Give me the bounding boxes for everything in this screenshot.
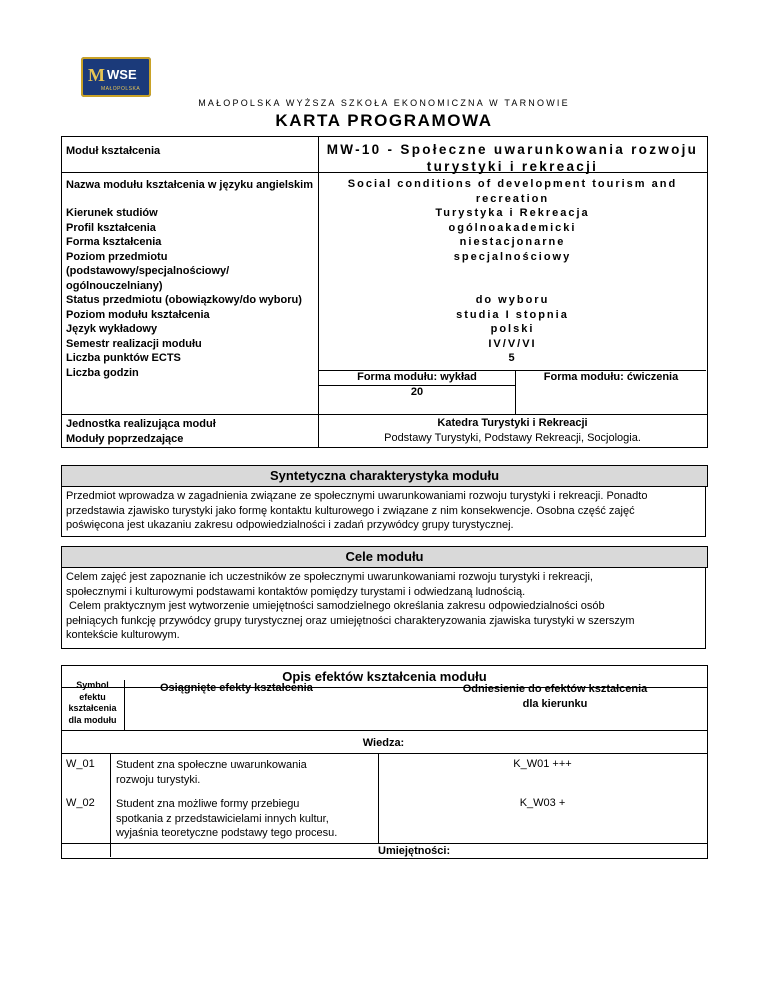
- effect-symbol: W_01: [66, 758, 95, 770]
- page-title: KARTA PROGRAMOWA: [275, 111, 493, 130]
- label-prerequisites: Moduły poprzedzające: [66, 432, 184, 445]
- effect-text-line: wyjaśnia teoretyczne podstawy tego procesu.: [116, 827, 338, 839]
- hours-lecture-label: Forma modułu: wykład: [357, 371, 477, 383]
- value-direction: Turystyka i Rekreacja: [435, 207, 590, 219]
- value-unit: Katedra Turystyki i Rekreacji: [437, 417, 588, 429]
- logo-brand: WSE: [107, 67, 137, 82]
- col-symbol-line: Symbol: [76, 680, 109, 690]
- value-level-module: studia I stopnia: [456, 308, 569, 321]
- col-symbol-line: dla modułu: [68, 714, 117, 725]
- effect-text-line: Student zna możliwe formy przebiegu: [116, 798, 300, 810]
- label-form: Forma kształcenia: [66, 236, 162, 248]
- effect-text: [116, 797, 337, 841]
- label-level-subject-3: ogólnouczelniany): [66, 279, 163, 292]
- effect-text: [116, 758, 307, 787]
- goals-body: [61, 568, 706, 649]
- goals-line: społecznymi i kulturowymi podstawami kontaktów pomiędzy turystami i odwiedzaną ludnością.: [66, 585, 526, 598]
- synthetic-body: [61, 487, 706, 537]
- label-status: Status przedmiotu (obowiązkowy/do wyboru): [66, 294, 302, 306]
- label-module: Moduł kształcenia: [66, 145, 161, 157]
- label-direction: Kierunek studiów: [66, 207, 158, 219]
- col-symbol-header: [61, 680, 124, 726]
- label-english-name: Nazwa modułu kształcenia w języku angielskim: [66, 179, 313, 191]
- logo-subtitle: MAŁOPOLSKA: [101, 86, 141, 92]
- goals-line: pełniących funkcję przywódcy grupy turystycznej oraz umiejętności charakteryzowania zjawiska turystyki w szerszym: [66, 614, 635, 627]
- label-level-subject-2: (podstawowy/specjalnościowy/: [66, 265, 230, 277]
- knowledge-label: Wiedza:: [362, 737, 405, 749]
- col-symbol-line: kształcenia: [68, 703, 117, 713]
- synthetic-line: poświęcona jest ukazaniu zakresu odpowiedzialności i zadań przywódcy grupy turystycznej.: [66, 519, 514, 531]
- goals-heading: Cele modułu: [61, 546, 708, 568]
- effects-heading: Opis efektów kształcenia modułu: [61, 665, 708, 688]
- divider: [61, 414, 707, 415]
- effect-text-line: spotkania z przedstawicielami innych kultur,: [116, 812, 329, 825]
- effect-text-line: Student zna społeczne uwarunkowania: [116, 759, 307, 771]
- value-profile: ogólnoakademicki: [448, 221, 577, 234]
- module-title-line1: MW-10 - Społeczne uwarunkowania rozwoju: [326, 142, 699, 157]
- value-level-subject: specjalnościowy: [453, 250, 572, 263]
- divider: [124, 680, 125, 730]
- value-language: polski: [490, 323, 535, 335]
- goals-line: Celem zajęć jest zapoznanie ich uczestników ze społecznymi uwarunkowaniami rozwoju turystyki i rekreacji,: [66, 571, 593, 583]
- hours-lecture-value: 20: [410, 386, 424, 398]
- col-reference-line: Odniesienie do efektów kształcenia: [462, 683, 648, 695]
- effect-reference: K_W01 +++: [513, 758, 572, 770]
- divider: [61, 843, 707, 844]
- label-level-subject: Poziom przedmiotu: [66, 250, 168, 263]
- divider: [61, 753, 707, 754]
- goals-line: Celem praktycznym jest wytworzenie umiejętności samodzielnego określania zakresu odpowiedzialności osób: [66, 600, 605, 612]
- col-symbol-line: efektu: [79, 691, 106, 702]
- value-english-line1: Social conditions of development tourism and: [347, 178, 678, 190]
- label-semester: Semestr realizacji modułu: [66, 337, 202, 350]
- skills-label: Umiejętności:: [378, 845, 451, 857]
- synthetic-line: Przedmiot wprowadza w zagadnienia związane ze społecznymi uwarunkowaniami rozwoju turystyki i rekreacji. Ponadto: [66, 490, 648, 502]
- divider: [110, 753, 111, 857]
- value-prerequisites: Podstawy Turystyki, Podstawy Rekreacji, Socjologia.: [384, 431, 641, 444]
- school-name: MAŁOPOLSKA WYŻSZA SZKOŁA EKONOMICZNA W TARNOWIE: [198, 98, 570, 108]
- effect-text-line: rozwoju turystyki.: [116, 773, 201, 786]
- school-logo: [81, 57, 151, 97]
- label-language: Język wykładowy: [66, 323, 158, 335]
- value-status: do wyboru: [475, 294, 550, 306]
- label-unit: Jednostka realizująca moduł: [66, 418, 216, 430]
- col-effects-header: Osiągnięte efekty kształcenia: [160, 682, 313, 694]
- label-hours: Liczba godzin: [66, 366, 139, 379]
- effect-symbol: W_02: [66, 797, 95, 809]
- effect-reference: K_W03 +: [519, 797, 566, 809]
- divider: [61, 730, 707, 731]
- value-english-line2: recreation: [475, 192, 550, 205]
- module-title: [319, 141, 706, 175]
- label-profile: Profil kształcenia: [66, 221, 156, 234]
- hours-exercises-label: Forma modułu: ćwiczenia: [543, 371, 679, 383]
- value-semester: IV/V/VI: [488, 337, 537, 350]
- col-reference-line: dla kierunku: [522, 697, 588, 710]
- synthetic-line: przedstawia zjawisko turystyki jako formę kontaktu kulturowego i związane z nim konsekwencje. Osobna część zajęć: [66, 504, 635, 517]
- label-ects: Liczba punktów ECTS: [66, 352, 181, 364]
- synthetic-heading: Syntetyczna charakterystyka modułu: [61, 465, 708, 487]
- label-level-module: Poziom modułu kształcenia: [66, 308, 210, 321]
- value-form: niestacjonarne: [459, 236, 566, 248]
- goals-line: kontekście kulturowym.: [66, 629, 180, 641]
- value-ects: 5: [508, 352, 517, 364]
- module-title-line2: turystyki i rekreacji: [426, 159, 599, 174]
- col-reference-header: [430, 682, 680, 711]
- logo-mark: M: [88, 65, 105, 85]
